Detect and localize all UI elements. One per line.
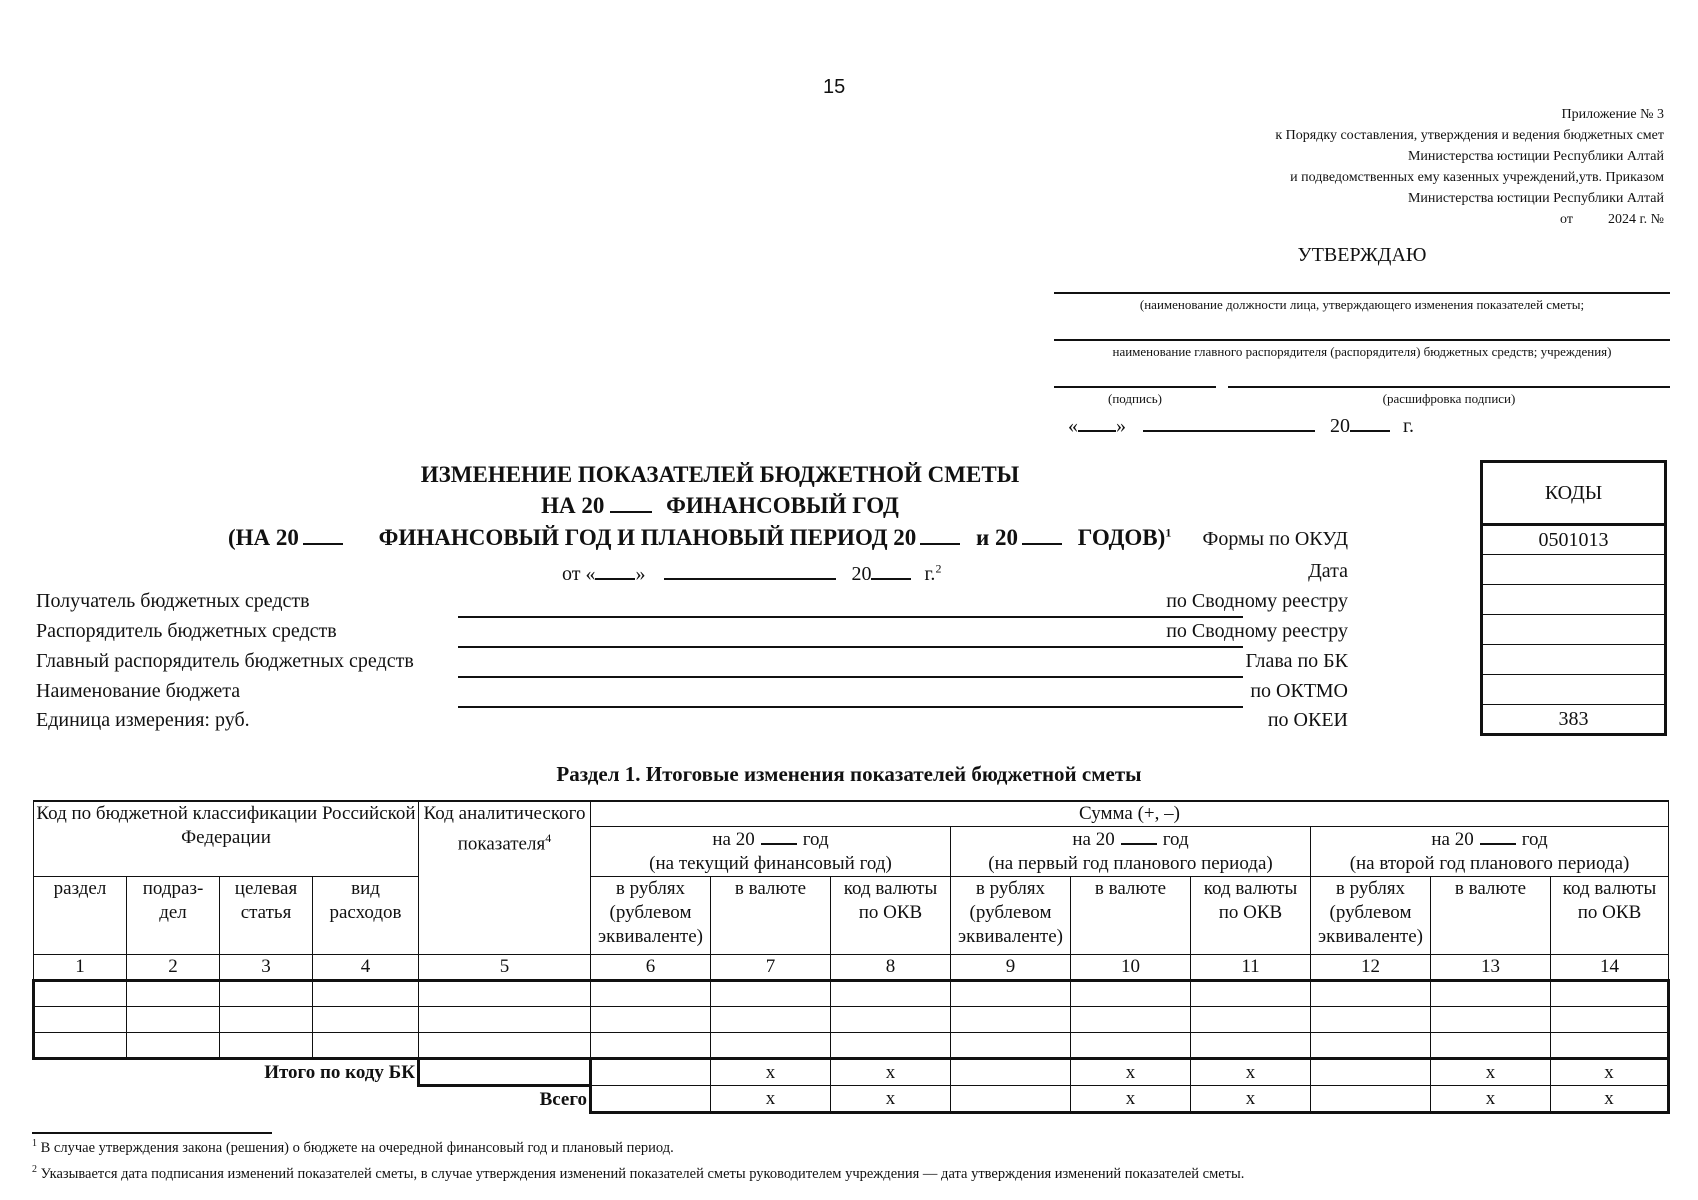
title-fin-year: ФИНАНСОВЫЙ ГОД [666, 493, 899, 518]
code-date-value[interactable] [1482, 555, 1666, 585]
table-cell[interactable] [1191, 1033, 1311, 1059]
table-cell[interactable] [951, 1033, 1071, 1059]
table-row [34, 1033, 1669, 1059]
code-label-date: Дата [1308, 560, 1348, 582]
table-cell[interactable] [1431, 981, 1551, 1007]
col-number: 11 [1191, 955, 1311, 981]
year-suffix: год [1162, 829, 1189, 850]
total-bk-x: x [711, 1059, 831, 1086]
section1-table [32, 800, 1670, 1114]
approval-org-caption: наименование главного распорядителя (распорядителя) бюджетных средств; учреждения) [1112, 344, 1612, 359]
col-number: 5 [419, 955, 591, 981]
total-bk-row [34, 1059, 1669, 1086]
header-year-plan-2 [1311, 827, 1669, 877]
table-cell[interactable] [711, 1007, 831, 1033]
doc-year-suffix: г. [924, 563, 936, 585]
table-cell[interactable] [220, 981, 313, 1007]
header-year-plan-1 [951, 827, 1311, 877]
code-registry-2-value[interactable] [1482, 615, 1666, 645]
total-all-row [34, 1086, 1669, 1113]
page-number: 15 [823, 76, 846, 98]
approval-date-close: » [1116, 415, 1126, 437]
total-bk-cell[interactable] [951, 1059, 1071, 1086]
header-rub: в рублях (рублевом эквиваленте) [951, 877, 1071, 955]
title-footnote-mark: 1 [1165, 525, 1172, 540]
table-cell[interactable] [419, 981, 591, 1007]
header-bk-classification: Код по бюджетной классификации Российской Федерации [34, 801, 419, 877]
header-expense-type: вид расходов [313, 877, 419, 955]
code-okei-value[interactable]: 383 [1482, 705, 1666, 735]
total-all-x: x [1071, 1086, 1191, 1113]
year-sub: (на второй год планового периода) [1349, 853, 1630, 874]
table-cell[interactable] [34, 1033, 127, 1059]
table-cell[interactable] [831, 1033, 951, 1059]
table-cell[interactable] [1431, 1033, 1551, 1059]
doc-date-footnote-mark: 2 [935, 561, 942, 576]
approval-title: УТВЕРЖДАЮ [1297, 244, 1427, 266]
table-cell[interactable] [591, 1007, 711, 1033]
header-analytic-text: Код аналитического показателя [423, 803, 586, 855]
table-cell[interactable] [419, 1033, 591, 1059]
signature-decode-line [1228, 386, 1670, 388]
doc-year-blank[interactable] [871, 558, 911, 580]
table-cell[interactable] [127, 1033, 220, 1059]
year-prefix: на 20 [1431, 829, 1474, 850]
col-number: 1 [34, 955, 127, 981]
footnote-1 [32, 1138, 674, 1157]
title-year-prefix: НА 20 [541, 493, 605, 518]
table-cell[interactable] [220, 1007, 313, 1033]
footnote-mark: 2 [32, 1164, 37, 1175]
doc-month-blank[interactable] [664, 558, 836, 580]
doc-date-open: от « [562, 563, 596, 585]
info-manager-label: Распорядитель бюджетных средств [36, 620, 337, 642]
approval-position-caption: (наименование должности лица, утверждающего изменения показателей сметы; [1139, 297, 1585, 312]
table-cell[interactable] [1071, 1033, 1191, 1059]
doc-title-line2 [330, 491, 1110, 519]
signature-decode-caption: (расшифровка подписи) [1382, 391, 1516, 406]
col-number: 6 [591, 955, 711, 981]
year-prefix: на 20 [712, 829, 755, 850]
table-cell[interactable] [127, 1007, 220, 1033]
col-number: 3 [220, 955, 313, 981]
table-cell[interactable] [711, 981, 831, 1007]
appendix-line: от 2024 г. № [1560, 212, 1664, 227]
col-number: 4 [313, 955, 419, 981]
total-bk-cell[interactable] [1311, 1059, 1431, 1086]
table-row [34, 1007, 1669, 1033]
header-rub: в рублях (рублевом эквиваленте) [591, 877, 711, 955]
code-label-registry-1: по Сводному реестру [1166, 590, 1348, 612]
footnote-mark: 1 [32, 1138, 37, 1149]
appendix-line: и подведомственных ему казенных учреждений,утв. Приказом [1290, 170, 1664, 185]
title-period-years: ГОДОВ) [1077, 525, 1166, 550]
info-recipient-line[interactable] [458, 616, 1243, 618]
title-period-text: ФИНАНСОВЫЙ ГОД И ПЛАНОВЫЙ ПЕРИОД 20 [378, 525, 917, 550]
header-okv: код валюты по ОКВ [831, 877, 951, 955]
approval-year-prefix: 20 [1330, 415, 1350, 437]
info-chief-manager-line[interactable] [458, 676, 1243, 678]
table-cell[interactable] [951, 1007, 1071, 1033]
total-bk-x: x [1071, 1059, 1191, 1086]
footnote-separator [32, 1132, 272, 1134]
info-budget-label: Наименование бюджета [36, 680, 241, 702]
doc-title-line3 [228, 523, 1171, 551]
header-analytic-code [419, 801, 591, 955]
approval-year-suffix: г. [1403, 415, 1414, 437]
total-bk-x: x [1191, 1059, 1311, 1086]
appendix-line: Министерства юстиции Республики Алтай [1407, 149, 1664, 164]
signature-line [1054, 386, 1216, 388]
table-cell[interactable] [1191, 981, 1311, 1007]
table-cell[interactable] [1311, 981, 1431, 1007]
header-target-item: целевая статья [220, 877, 313, 955]
col-number: 13 [1431, 955, 1551, 981]
header-rub: в рублях (рублевом эквиваленте) [1311, 877, 1431, 955]
table-cell[interactable] [34, 1007, 127, 1033]
table-cell[interactable] [1071, 981, 1191, 1007]
code-bk-head-value[interactable] [1482, 645, 1666, 675]
table-cell[interactable] [1311, 1007, 1431, 1033]
table-cell[interactable] [419, 1007, 591, 1033]
total-all-label: Всего [539, 1088, 587, 1110]
codes-table [1480, 460, 1667, 736]
title-year-blank[interactable] [610, 491, 652, 513]
approval-year-blank[interactable] [1350, 410, 1390, 432]
total-bk-x: x [831, 1059, 951, 1086]
col-number: 10 [1071, 955, 1191, 981]
table-cell[interactable] [1191, 1007, 1311, 1033]
total-all-x: x [1551, 1086, 1669, 1113]
table-cell[interactable] [1071, 1007, 1191, 1033]
code-label-bk-head: Глава по БК [1245, 650, 1348, 672]
appendix-line: Приложение № 3 [1561, 107, 1664, 122]
table-cell[interactable] [711, 1033, 831, 1059]
table-cell[interactable] [220, 1033, 313, 1059]
doc-title-line1: ИЗМЕНЕНИЕ ПОКАЗАТЕЛЕЙ БЮДЖЕТНОЙ СМЕТЫ [420, 462, 1020, 487]
signature-caption: (подпись) [1108, 391, 1162, 406]
header-subsection: подраз-дел [127, 877, 220, 955]
title-period-blank-2[interactable] [920, 523, 960, 545]
header-currency: в валюте [711, 877, 831, 955]
col-number: 7 [711, 955, 831, 981]
code-label-oktmo: по ОКТМО [1250, 680, 1348, 702]
table-cell[interactable] [313, 1007, 419, 1033]
code-registry-1-value[interactable] [1482, 585, 1666, 615]
table-cell[interactable] [127, 981, 220, 1007]
col-number: 14 [1551, 955, 1669, 981]
total-bk-label: Итого по коду БК [264, 1061, 415, 1083]
header-okv: код валюты по ОКВ [1191, 877, 1311, 955]
total-bk-analytic[interactable] [419, 1059, 591, 1086]
total-all-cell[interactable] [591, 1086, 711, 1113]
approval-org-line [1054, 339, 1670, 341]
year-blank[interactable] [1121, 827, 1157, 845]
table-cell[interactable] [1311, 1033, 1431, 1059]
code-label-okei: по ОКЕИ [1267, 709, 1348, 731]
col-number: 2 [127, 955, 220, 981]
table-cell[interactable] [831, 1007, 951, 1033]
header-okv: код валюты по ОКВ [1551, 877, 1669, 955]
year-blank[interactable] [761, 827, 797, 845]
total-all-x: x [711, 1086, 831, 1113]
doc-day-blank[interactable] [595, 558, 635, 580]
header-currency: в валюте [1071, 877, 1191, 955]
table-cell[interactable] [951, 981, 1071, 1007]
title-period-and: и 20 [976, 525, 1019, 550]
table-cell[interactable] [1551, 1033, 1669, 1059]
footnote-text: В случае утверждения закона (решения) о бюджете на очередной финансовый год и плановый период. [40, 1139, 674, 1156]
table-cell[interactable] [1431, 1007, 1551, 1033]
table-row [34, 981, 1669, 1007]
info-manager-line[interactable] [458, 646, 1243, 648]
title-period-blank-1[interactable] [303, 523, 343, 545]
total-all-x: x [1191, 1086, 1311, 1113]
col-number: 8 [831, 955, 951, 981]
table-cell[interactable] [831, 981, 951, 1007]
year-suffix: год [1521, 829, 1548, 850]
header-analytic-footnote: 4 [545, 831, 552, 845]
table-cell[interactable] [313, 981, 419, 1007]
total-all-x: x [831, 1086, 951, 1113]
header-year-current [591, 827, 951, 877]
approval-day-blank[interactable] [1078, 410, 1116, 432]
doc-year-prefix: 20 [851, 563, 872, 585]
total-all-cell[interactable] [951, 1086, 1071, 1113]
info-unit-label: Единица измерения: руб. [36, 709, 250, 731]
header-sum: Сумма (+, –) [591, 801, 1669, 827]
section1-title: Раздел 1. Итоговые изменения показателей бюджетной сметы [556, 762, 1142, 786]
footnote-2 [32, 1164, 1244, 1183]
info-recipient-label: Получатель бюджетных средств [36, 590, 310, 612]
total-bk-x: x [1551, 1059, 1669, 1086]
table-cell[interactable] [1551, 981, 1669, 1007]
total-bk-x: x [1431, 1059, 1551, 1086]
total-bk-cell[interactable] [591, 1059, 711, 1086]
table-cell[interactable] [591, 1033, 711, 1059]
approval-date [1068, 410, 1414, 438]
year-prefix: на 20 [1072, 829, 1115, 850]
info-budget-line[interactable] [458, 706, 1243, 708]
table-cell[interactable] [591, 981, 711, 1007]
appendix-line: к Порядку составления, утверждения и ведения бюджетных смет [1275, 128, 1664, 143]
table-cell[interactable] [1551, 1007, 1669, 1033]
code-oktmo-value[interactable] [1482, 675, 1666, 705]
year-blank[interactable] [1480, 827, 1516, 845]
table-cell[interactable] [34, 981, 127, 1007]
doc-date [562, 558, 941, 586]
footnote-text: Указывается дата подписания изменений показателей сметы, в случае утверждения изменений показателей сметы руководителем учреждения — дата утверждения изменений показателей сметы. [40, 1165, 1245, 1182]
approval-date-open: « [1068, 415, 1078, 437]
code-okud-value[interactable]: 0501013 [1482, 525, 1666, 555]
approval-month-blank[interactable] [1143, 410, 1315, 432]
approval-position-line [1054, 292, 1670, 294]
code-label-okud: Формы по ОКУД [1202, 528, 1348, 550]
col-number: 9 [951, 955, 1071, 981]
appendix-line: Министерства юстиции Республики Алтай [1407, 191, 1664, 206]
header-currency: в валюте [1431, 877, 1551, 955]
code-label-registry-2: по Сводному реестру [1166, 620, 1348, 642]
codes-header: КОДЫ [1482, 462, 1666, 525]
year-sub: (на первый год планового периода) [988, 853, 1273, 874]
year-sub: (на текущий финансовый год) [649, 853, 892, 874]
col-number: 12 [1311, 955, 1431, 981]
doc-date-close: » [635, 563, 646, 585]
total-all-cell[interactable] [1311, 1086, 1431, 1113]
title-period-prefix: (НА 20 [228, 525, 299, 550]
header-section: раздел [34, 877, 127, 955]
appendix-reference [1104, 104, 1664, 230]
table-cell[interactable] [313, 1033, 419, 1059]
info-chief-manager-label: Главный распорядитель бюджетных средств [36, 650, 414, 672]
year-suffix: год [802, 829, 829, 850]
total-all-x: x [1431, 1086, 1551, 1113]
